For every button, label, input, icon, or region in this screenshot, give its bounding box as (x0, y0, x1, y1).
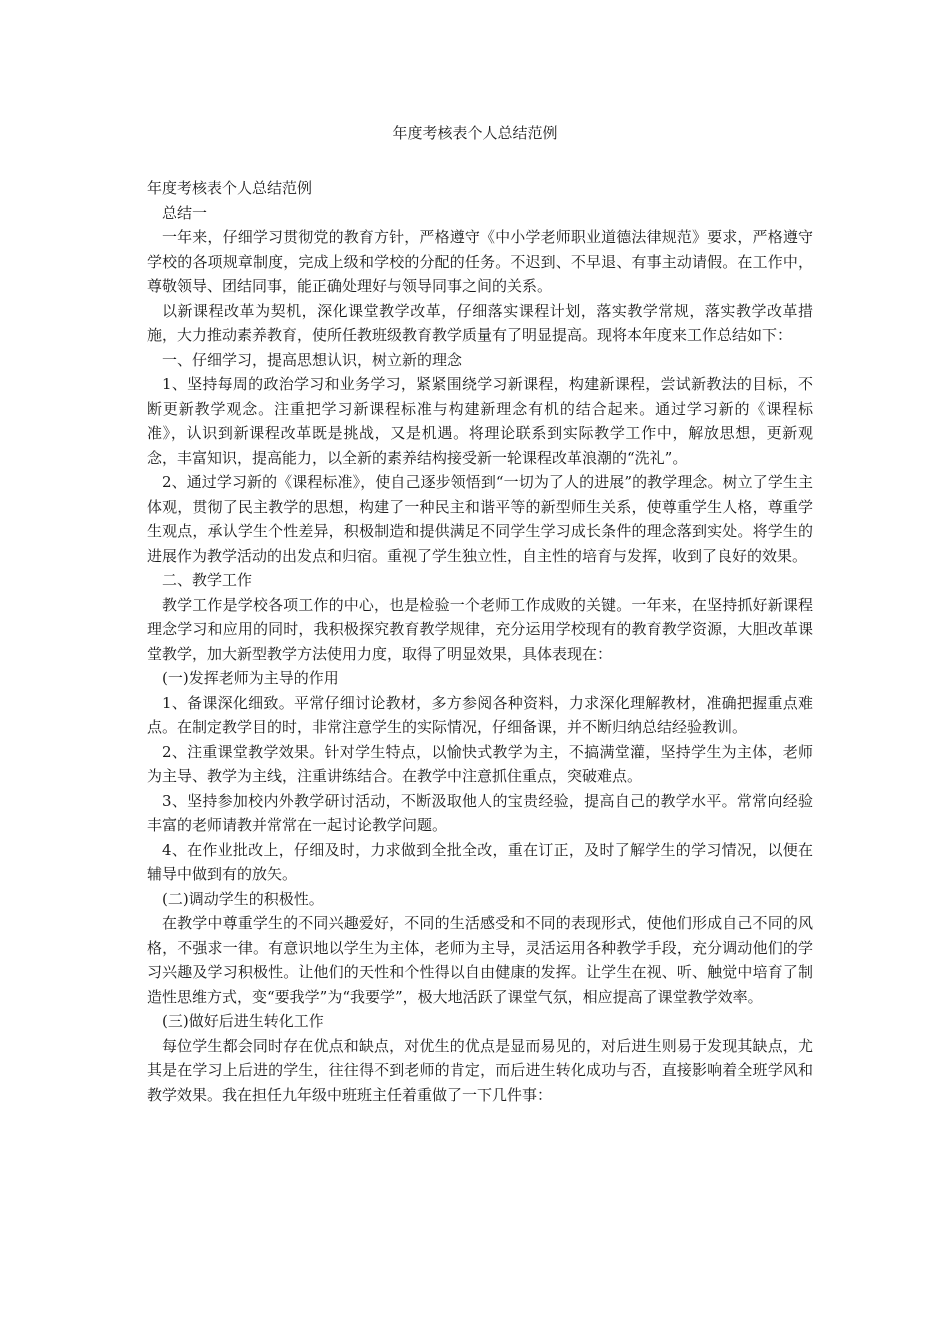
subsection-heading: (一)发挥老师为主导的作用 (162, 669, 339, 687)
section-heading: 二、教学工作 (162, 571, 253, 589)
subsection-heading: (三)做好后进生转化工作 (162, 1012, 324, 1030)
section-heading: 一、仔细学习，提高思想认识，树立新的理念 (162, 350, 463, 369)
paragraph: 教学工作是学校各项工作的中心，也是检验一个老师工作成败的关键。一年来，在坚持抓好新课程理念学习和应用的同时，我积极探究教育教学规律，充分运用学校现有的教育教学资源，大胆改革课堂教学，加大新型教学方法使用力度，取得了明显效果，具体表现在： (147, 595, 813, 663)
paragraph: 一年来，仔细学习贯彻党的教育方针，严格遵守《中小学老师职业道德法律规范》要求，严格遵守学校的各项规章制度，完成上级和学校的分配的任务。不迟到、不早退、有事主动请假。在工作中，尊敬领导、团结同事，能正确处理好与领导同事之间的关系。 (147, 228, 813, 295)
document-title: 年度考核表个人总结范例 (392, 124, 558, 142)
paragraph: 2、注重课堂教学效果。针对学生特点，以愉快式教学为主，不搞满堂灌，坚持学生为主体，老师为主导、教学为主线，注重讲练结合。在教学中注意抓住重点，突破难点。 (147, 742, 813, 785)
paragraph: 1、备课深化细致。平常仔细讨论教材，多方参阅各种资料，力求深化理解教材，准确把握重点难点。在制定教学目的时，非常注意学生的实际情况，仔细备课，并不断归纳总结经验教训。 (147, 693, 813, 736)
document-body (147, 176, 813, 1107)
paragraph: 4、在作业批改上，仔细及时，力求做到全批全改，重在订正，及时了解学生的学习情况，以便在辅导中做到有的放矢。 (147, 840, 813, 883)
paragraph: 每位学生都会同时存在优点和缺点，对优生的优点是显而易见的，对后进生则易于发现其缺点，尤其是在学习上后进的学生，往往得不到老师的肯定，而后进生转化成功与否，直接影响着全班学风和教学效果。我在担任九年级中班班主任着重做了一下几件事： (147, 1036, 813, 1104)
paragraph: 1、坚持每周的政治学习和业务学习，紧紧围绕学习新课程，构建新课程，尝试新教法的目标，不断更新教学观念。注重把学习新课程标准与构建新理念有机的结合起来。通过学习新的《课程标准》，认识到新课程改革既是挑战，又是机遇。将理论联系到实际教学工作中，解放思想，更新观念，丰富知识，提高能力，以全新的素养结构接受新一轮课程改革浪潮的“洗礼”。 (147, 375, 813, 467)
section-heading: 总结一 (162, 203, 208, 222)
paragraph: 3、坚持参加校内外教学研讨活动，不断汲取他人的宝贵经验，提高自己的教学水平。常常向经验丰富的老师请教并常常在一起讨论教学问题。 (147, 791, 813, 834)
paragraph: 在教学中尊重学生的不同兴趣爱好，不同的生活感受和不同的表现形式，使他们形成自己不同的风格，不强求一律。有意识地以学生为主体，老师为主导，灵活运用各种教学手段，充分调动他们的学习兴趣及学习积极性。让他们的天性和个性得以自由健康的发挥。让学生在视、听、触觉中培育了制造性思维方式，变“要我学”为“我要学”，极大地活跃了课堂气氛，相应提高了课堂教学效率。 (147, 914, 813, 1006)
paragraph: 2、通过学习新的《课程标准》，使自己逐步领悟到“一切为了人的进展”的教学理念。树立了学生主体观，贯彻了民主教学的思想，构建了一种民主和谐平等的新型师生关系，使尊重学生人格，尊重学生观点，承认学生个性差异，积极制造和提供满足不同学生学习成长条件的理念落到实处。将学生的进展作为教学活动的出发点和归宿。重视了学生独立性，自主性的培育与发挥，收到了良好的效果。 (147, 473, 813, 565)
subsection-heading: (二)调动学生的积极性。 (162, 889, 324, 908)
paragraph: 年度考核表个人总结范例 (147, 179, 313, 197)
paragraph: 以新课程改革为契机，深化课堂教学改革，仔细落实课程计划，落实教学常规，落实教学改革措施，大力推动素养教育，使所任教班级教育教学质量有了明显提高。现将本年度来工作总结如下： (147, 301, 813, 344)
